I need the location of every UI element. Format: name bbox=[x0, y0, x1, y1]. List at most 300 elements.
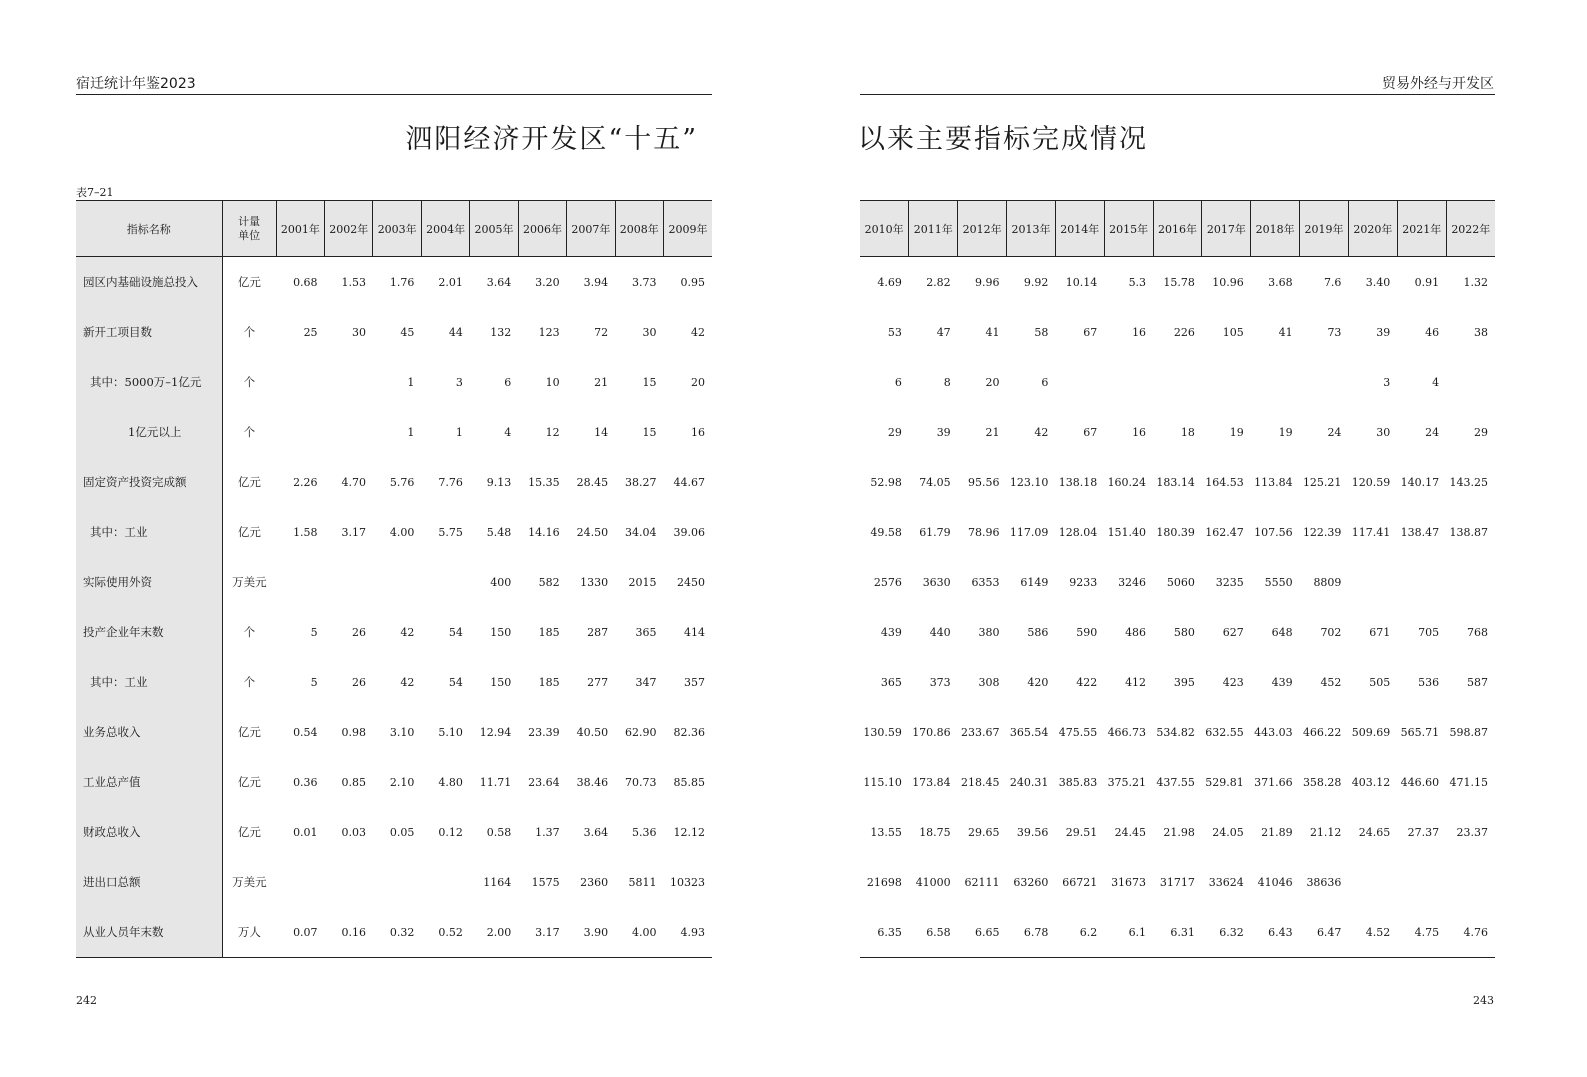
value-cell: 73 bbox=[1327, 325, 1342, 339]
value-cell: 2.00 bbox=[486, 925, 512, 939]
table-row bbox=[860, 307, 1495, 357]
value-cell: 180.39 bbox=[1156, 525, 1195, 539]
value-cell: 466.73 bbox=[1107, 725, 1147, 739]
value-cell: 505 bbox=[1369, 675, 1391, 689]
value-cell bbox=[1300, 357, 1349, 407]
value-cell: 95.56 bbox=[968, 475, 1000, 489]
value-cell bbox=[373, 557, 421, 607]
value-cell: 150 bbox=[490, 675, 512, 689]
value-cell: 586 bbox=[1027, 625, 1049, 639]
value-cell: 347 bbox=[635, 675, 657, 689]
page-number-right: 243 bbox=[1473, 994, 1494, 1007]
value-cell: 25 bbox=[303, 325, 318, 339]
unit-cell: 个 bbox=[243, 675, 256, 689]
value-cell: 4.52 bbox=[1365, 925, 1391, 939]
value-cell: 62.90 bbox=[625, 725, 657, 739]
value-cell: 5 bbox=[310, 625, 318, 639]
indicator-name: 新开工项目数 bbox=[76, 307, 222, 357]
value-cell: 164.53 bbox=[1205, 475, 1244, 489]
value-cell: 44.67 bbox=[673, 475, 705, 489]
value-cell: 3630 bbox=[922, 575, 951, 589]
value-cell: 183.14 bbox=[1156, 475, 1195, 489]
value-cell: 240.31 bbox=[1009, 775, 1049, 789]
value-cell: 54 bbox=[448, 625, 463, 639]
table-row bbox=[76, 507, 712, 557]
value-cell: 3 bbox=[455, 375, 463, 389]
table-number: 表7–21 bbox=[76, 186, 114, 199]
year-header: 2017年 bbox=[1202, 201, 1251, 257]
value-cell: 24.50 bbox=[576, 525, 609, 539]
value-cell bbox=[325, 557, 373, 607]
value-cell: 42 bbox=[400, 625, 415, 639]
value-cell: 20 bbox=[985, 375, 1000, 389]
value-cell: 61.79 bbox=[919, 525, 951, 539]
value-cell: 123 bbox=[538, 325, 560, 339]
value-cell: 16 bbox=[691, 425, 705, 439]
unit-header bbox=[222, 201, 276, 257]
value-cell: 19 bbox=[1278, 425, 1293, 439]
year-header: 2019年 bbox=[1300, 201, 1349, 257]
value-cell: 3 bbox=[1383, 375, 1391, 389]
table-row bbox=[76, 907, 712, 958]
year-header: 2003年 bbox=[373, 201, 421, 257]
table-row bbox=[76, 407, 712, 457]
unit-cell: 亿元 bbox=[237, 275, 261, 289]
value-cell: 113.84 bbox=[1254, 475, 1293, 489]
value-cell: 1.32 bbox=[1463, 275, 1488, 289]
table-row bbox=[860, 357, 1495, 407]
unit-cell: 万美元 bbox=[232, 575, 267, 589]
value-cell: 20 bbox=[691, 375, 705, 389]
value-cell: 5.10 bbox=[438, 725, 463, 739]
value-cell: 185 bbox=[538, 675, 560, 689]
value-cell: 70.73 bbox=[625, 775, 657, 789]
value-cell: 648 bbox=[1271, 625, 1293, 639]
value-cell: 3.17 bbox=[341, 525, 366, 539]
value-cell: 122.39 bbox=[1302, 525, 1342, 539]
value-cell: 29.65 bbox=[968, 825, 1000, 839]
value-cell: 23.37 bbox=[1456, 825, 1488, 839]
value-cell: 4 bbox=[504, 425, 512, 439]
value-cell: 12 bbox=[545, 425, 560, 439]
value-cell: 632.55 bbox=[1205, 725, 1244, 739]
value-cell: 11.71 bbox=[479, 775, 512, 789]
value-cell: 2015 bbox=[628, 575, 657, 589]
value-cell bbox=[1397, 857, 1446, 907]
value-cell: 41 bbox=[985, 325, 1000, 339]
value-cell: 115.10 bbox=[863, 775, 902, 789]
value-cell: 7.6 bbox=[1323, 275, 1342, 289]
value-cell: 128.04 bbox=[1058, 525, 1098, 539]
year-header: 2001年 bbox=[276, 201, 324, 257]
value-cell: 627 bbox=[1222, 625, 1244, 639]
unit-cell: 亿元 bbox=[237, 525, 261, 539]
indicator-name: 其中：工业 bbox=[76, 507, 222, 557]
value-cell: 42 bbox=[1034, 425, 1049, 439]
table-row bbox=[76, 757, 712, 807]
value-cell: 42 bbox=[691, 325, 705, 339]
value-cell: 414 bbox=[684, 625, 705, 639]
value-cell: 24.05 bbox=[1212, 825, 1244, 839]
value-cell: 30 bbox=[642, 325, 657, 339]
value-cell: 0.16 bbox=[341, 925, 366, 939]
value-cell bbox=[276, 857, 324, 907]
value-cell: 439 bbox=[1271, 675, 1293, 689]
indicator-name: 1亿元以上 bbox=[76, 407, 222, 457]
indicator-name: 从业人员年末数 bbox=[76, 907, 222, 958]
value-cell bbox=[276, 357, 324, 407]
value-cell: 2450 bbox=[677, 575, 705, 589]
value-cell: 529.81 bbox=[1205, 775, 1244, 789]
value-cell: 16 bbox=[1132, 425, 1147, 439]
value-cell: 151.40 bbox=[1107, 525, 1147, 539]
value-cell: 15 bbox=[642, 425, 657, 439]
value-cell: 6.35 bbox=[877, 925, 902, 939]
value-cell bbox=[325, 857, 373, 907]
value-cell: 19 bbox=[1229, 425, 1244, 439]
value-cell: 38636 bbox=[1306, 875, 1342, 889]
value-cell: 39 bbox=[936, 425, 951, 439]
year-header: 2004年 bbox=[421, 201, 469, 257]
indicator-name: 实际使用外资 bbox=[76, 557, 222, 607]
value-cell: 1330 bbox=[580, 575, 609, 589]
value-cell: 18 bbox=[1180, 425, 1195, 439]
value-cell: 3.64 bbox=[583, 825, 609, 839]
year-header: 2011年 bbox=[909, 201, 958, 257]
value-cell: 105 bbox=[1222, 325, 1244, 339]
value-cell: 12.94 bbox=[479, 725, 512, 739]
value-cell: 365 bbox=[880, 675, 902, 689]
value-cell: 437.55 bbox=[1156, 775, 1195, 789]
value-cell: 6149 bbox=[1020, 575, 1049, 589]
value-cell: 62111 bbox=[964, 875, 1000, 889]
value-cell: 6 bbox=[504, 375, 512, 389]
value-cell: 2.01 bbox=[438, 275, 463, 289]
value-cell: 24.45 bbox=[1114, 825, 1147, 839]
table-row bbox=[860, 757, 1495, 807]
value-cell: 58 bbox=[1034, 325, 1049, 339]
value-cell: 9.13 bbox=[486, 475, 512, 489]
value-cell bbox=[421, 557, 469, 607]
value-cell bbox=[325, 407, 373, 457]
indicator-name: 其中：工业 bbox=[76, 657, 222, 707]
header-rule-right bbox=[860, 94, 1495, 95]
unit-header-text: 计量单位 bbox=[238, 214, 261, 242]
value-cell: 82.36 bbox=[673, 725, 705, 739]
value-cell: 0.54 bbox=[293, 725, 318, 739]
value-cell: 0.32 bbox=[389, 925, 415, 939]
value-cell: 0.07 bbox=[293, 925, 318, 939]
table-row bbox=[76, 557, 712, 607]
table-row bbox=[76, 457, 712, 507]
value-cell: 4.93 bbox=[680, 925, 705, 939]
value-cell: 0.52 bbox=[438, 925, 463, 939]
running-head-left: 宿迁统计年鉴2023 bbox=[76, 76, 196, 92]
value-cell: 6.58 bbox=[926, 925, 951, 939]
value-cell: 10 bbox=[545, 375, 560, 389]
value-cell: 117.09 bbox=[1009, 525, 1049, 539]
table-row bbox=[76, 707, 712, 757]
indicator-name: 其中：5000万–1亿元 bbox=[76, 357, 222, 407]
value-cell: 2.10 bbox=[389, 775, 415, 789]
value-cell: 66721 bbox=[1062, 875, 1098, 889]
value-cell: 3.94 bbox=[583, 275, 609, 289]
value-cell: 0.58 bbox=[486, 825, 512, 839]
value-cell: 5550 bbox=[1264, 575, 1293, 589]
indicator-name: 投产企业年末数 bbox=[76, 607, 222, 657]
value-cell: 72 bbox=[594, 325, 609, 339]
value-cell: 446.60 bbox=[1400, 775, 1440, 789]
value-cell: 5060 bbox=[1166, 575, 1195, 589]
value-cell: 41046 bbox=[1257, 875, 1293, 889]
value-cell: 2.82 bbox=[926, 275, 951, 289]
year-header: 2016年 bbox=[1153, 201, 1202, 257]
value-cell: 0.98 bbox=[341, 725, 366, 739]
year-header: 2014年 bbox=[1055, 201, 1104, 257]
value-cell: 475.55 bbox=[1058, 725, 1098, 739]
value-cell: 150 bbox=[490, 625, 512, 639]
year-header: 2022年 bbox=[1446, 201, 1495, 257]
value-cell: 63260 bbox=[1013, 875, 1049, 889]
unit-cell: 万人 bbox=[237, 925, 261, 939]
value-cell: 170.86 bbox=[912, 725, 951, 739]
value-cell: 30 bbox=[351, 325, 366, 339]
table-row bbox=[860, 707, 1495, 757]
value-cell: 8809 bbox=[1313, 575, 1342, 589]
unit-cell: 亿元 bbox=[237, 775, 261, 789]
value-cell: 466.22 bbox=[1302, 725, 1342, 739]
value-cell: 41 bbox=[1278, 325, 1293, 339]
value-cell bbox=[276, 407, 324, 457]
value-cell: 1.76 bbox=[389, 275, 415, 289]
indicator-name: 进出口总额 bbox=[76, 857, 222, 907]
value-cell bbox=[1397, 557, 1446, 607]
value-cell: 28.45 bbox=[576, 475, 609, 489]
table-row bbox=[860, 507, 1495, 557]
value-cell: 365.54 bbox=[1009, 725, 1049, 739]
value-cell: 13.55 bbox=[870, 825, 902, 839]
value-cell: 412 bbox=[1125, 675, 1147, 689]
value-cell: 373 bbox=[929, 675, 951, 689]
value-cell: 6.47 bbox=[1316, 925, 1342, 939]
value-cell: 7.76 bbox=[438, 475, 463, 489]
value-cell: 1 bbox=[407, 375, 415, 389]
value-cell: 233.67 bbox=[961, 725, 1000, 739]
value-cell: 53 bbox=[887, 325, 902, 339]
year-header: 2005年 bbox=[470, 201, 518, 257]
value-cell: 185 bbox=[538, 625, 560, 639]
value-cell: 117.41 bbox=[1351, 525, 1391, 539]
value-cell: 0.95 bbox=[680, 275, 705, 289]
value-cell: 420 bbox=[1027, 675, 1049, 689]
value-cell: 5811 bbox=[628, 875, 657, 889]
value-cell: 3.10 bbox=[389, 725, 415, 739]
unit-cell: 个 bbox=[243, 325, 256, 339]
value-cell: 0.68 bbox=[293, 275, 318, 289]
value-cell: 23.39 bbox=[528, 725, 560, 739]
value-cell: 173.84 bbox=[912, 775, 951, 789]
unit-cell: 个 bbox=[243, 375, 256, 389]
table-row bbox=[76, 307, 712, 357]
value-cell: 357 bbox=[684, 675, 705, 689]
value-cell: 4.80 bbox=[438, 775, 463, 789]
year-header: 2013年 bbox=[1007, 201, 1056, 257]
value-cell: 45 bbox=[400, 325, 415, 339]
value-cell: 395 bbox=[1173, 675, 1195, 689]
value-cell: 403.12 bbox=[1351, 775, 1391, 789]
value-cell: 18.75 bbox=[919, 825, 951, 839]
year-header: 2006年 bbox=[518, 201, 566, 257]
value-cell: 33624 bbox=[1208, 875, 1244, 889]
unit-cell: 个 bbox=[243, 625, 256, 639]
value-cell: 6.1 bbox=[1128, 925, 1147, 939]
value-cell: 4.70 bbox=[341, 475, 366, 489]
indicator-name: 业务总收入 bbox=[76, 707, 222, 757]
value-cell: 0.05 bbox=[389, 825, 415, 839]
value-cell: 27.37 bbox=[1407, 825, 1440, 839]
value-cell: 509.69 bbox=[1351, 725, 1391, 739]
value-cell: 21.12 bbox=[1309, 825, 1342, 839]
value-cell: 15 bbox=[642, 375, 657, 389]
value-cell: 4.76 bbox=[1463, 925, 1488, 939]
table-row bbox=[860, 607, 1495, 657]
statistics-table-left bbox=[76, 200, 712, 958]
value-cell: 590 bbox=[1076, 625, 1098, 639]
value-cell: 486 bbox=[1125, 625, 1147, 639]
unit-cell: 万美元 bbox=[232, 875, 267, 889]
value-cell: 26 bbox=[351, 625, 366, 639]
value-cell: 0.91 bbox=[1414, 275, 1440, 289]
table-row bbox=[860, 407, 1495, 457]
value-cell: 3.64 bbox=[486, 275, 512, 289]
value-cell: 47 bbox=[936, 325, 951, 339]
value-cell: 5.36 bbox=[632, 825, 657, 839]
table-row bbox=[860, 257, 1495, 308]
value-cell: 3246 bbox=[1118, 575, 1147, 589]
value-cell: 12.12 bbox=[673, 825, 705, 839]
value-cell: 29.51 bbox=[1065, 825, 1098, 839]
value-cell: 138.47 bbox=[1400, 525, 1440, 539]
table-row bbox=[76, 807, 712, 857]
value-cell bbox=[1348, 557, 1397, 607]
value-cell: 1 bbox=[407, 425, 415, 439]
value-cell: 0.03 bbox=[341, 825, 366, 839]
value-cell: 5 bbox=[310, 675, 318, 689]
value-cell: 14.16 bbox=[528, 525, 560, 539]
value-cell: 440 bbox=[929, 625, 951, 639]
value-cell: 4.75 bbox=[1414, 925, 1440, 939]
table-row bbox=[860, 807, 1495, 857]
value-cell: 38.46 bbox=[576, 775, 609, 789]
value-cell: 0.85 bbox=[341, 775, 366, 789]
value-cell: 15.35 bbox=[528, 475, 560, 489]
value-cell: 2360 bbox=[580, 875, 609, 889]
value-cell bbox=[1104, 357, 1153, 407]
value-cell: 1 bbox=[455, 425, 463, 439]
page-number-left: 242 bbox=[76, 994, 97, 1007]
value-cell: 443.03 bbox=[1254, 725, 1293, 739]
value-cell: 140.17 bbox=[1400, 475, 1440, 489]
value-cell: 308 bbox=[978, 675, 1000, 689]
value-cell: 0.01 bbox=[293, 825, 318, 839]
value-cell: 1.58 bbox=[293, 525, 318, 539]
value-cell: 21698 bbox=[866, 875, 902, 889]
value-cell: 371.66 bbox=[1254, 775, 1293, 789]
value-cell: 1164 bbox=[483, 875, 512, 889]
value-cell: 85.85 bbox=[673, 775, 705, 789]
value-cell: 44 bbox=[448, 325, 463, 339]
year-header: 2009年 bbox=[664, 201, 712, 257]
value-cell: 138.18 bbox=[1058, 475, 1098, 489]
value-cell: 15.78 bbox=[1163, 275, 1195, 289]
value-cell bbox=[1446, 557, 1495, 607]
value-cell: 1.53 bbox=[341, 275, 366, 289]
value-cell bbox=[1055, 357, 1104, 407]
value-cell: 565.71 bbox=[1400, 725, 1440, 739]
value-cell: 385.83 bbox=[1058, 775, 1098, 789]
year-header: 2007年 bbox=[567, 201, 615, 257]
value-cell: 471.15 bbox=[1449, 775, 1488, 789]
value-cell: 31717 bbox=[1159, 875, 1195, 889]
value-cell: 5.76 bbox=[389, 475, 415, 489]
value-cell: 9233 bbox=[1069, 575, 1098, 589]
page-title-right: 以来主要指标完成情况 bbox=[858, 124, 1148, 155]
table-row bbox=[860, 457, 1495, 507]
value-cell: 6353 bbox=[971, 575, 1000, 589]
table-header-row bbox=[76, 201, 712, 257]
value-cell: 439 bbox=[880, 625, 902, 639]
value-cell: 3.73 bbox=[632, 275, 657, 289]
value-cell: 6.43 bbox=[1268, 925, 1293, 939]
value-cell: 3.68 bbox=[1268, 275, 1293, 289]
value-cell: 218.45 bbox=[961, 775, 1000, 789]
value-cell bbox=[1202, 357, 1251, 407]
unit-cell: 个 bbox=[243, 425, 256, 439]
unit-cell: 亿元 bbox=[237, 475, 261, 489]
value-cell: 365 bbox=[635, 625, 657, 639]
table-row bbox=[860, 907, 1495, 958]
value-cell: 10.96 bbox=[1212, 275, 1244, 289]
value-cell: 580 bbox=[1173, 625, 1195, 639]
value-cell: 4.00 bbox=[389, 525, 415, 539]
table-header-row bbox=[860, 201, 1495, 257]
value-cell: 4 bbox=[1432, 375, 1440, 389]
table-row bbox=[860, 657, 1495, 707]
value-cell: 6.2 bbox=[1079, 925, 1098, 939]
value-cell bbox=[1446, 357, 1495, 407]
value-cell: 422 bbox=[1076, 675, 1098, 689]
value-cell: 3.17 bbox=[535, 925, 560, 939]
indicator-name: 工业总产值 bbox=[76, 757, 222, 807]
value-cell: 29 bbox=[1474, 425, 1488, 439]
value-cell: 41000 bbox=[915, 875, 951, 889]
value-cell: 54 bbox=[448, 675, 463, 689]
value-cell: 52.98 bbox=[870, 475, 902, 489]
value-cell: 4.00 bbox=[632, 925, 657, 939]
value-cell bbox=[1153, 357, 1202, 407]
table-row bbox=[76, 607, 712, 657]
value-cell: 38 bbox=[1474, 325, 1488, 339]
value-cell: 534.82 bbox=[1156, 725, 1195, 739]
value-cell: 30 bbox=[1376, 425, 1391, 439]
year-header: 2012年 bbox=[958, 201, 1007, 257]
value-cell: 10.14 bbox=[1065, 275, 1098, 289]
value-cell: 67 bbox=[1083, 325, 1098, 339]
value-cell: 10323 bbox=[670, 875, 705, 889]
indicator-name: 固定资产投资完成额 bbox=[76, 457, 222, 507]
indicator-name: 园区内基础设施总投入 bbox=[76, 257, 222, 308]
value-cell: 123.10 bbox=[1009, 475, 1049, 489]
